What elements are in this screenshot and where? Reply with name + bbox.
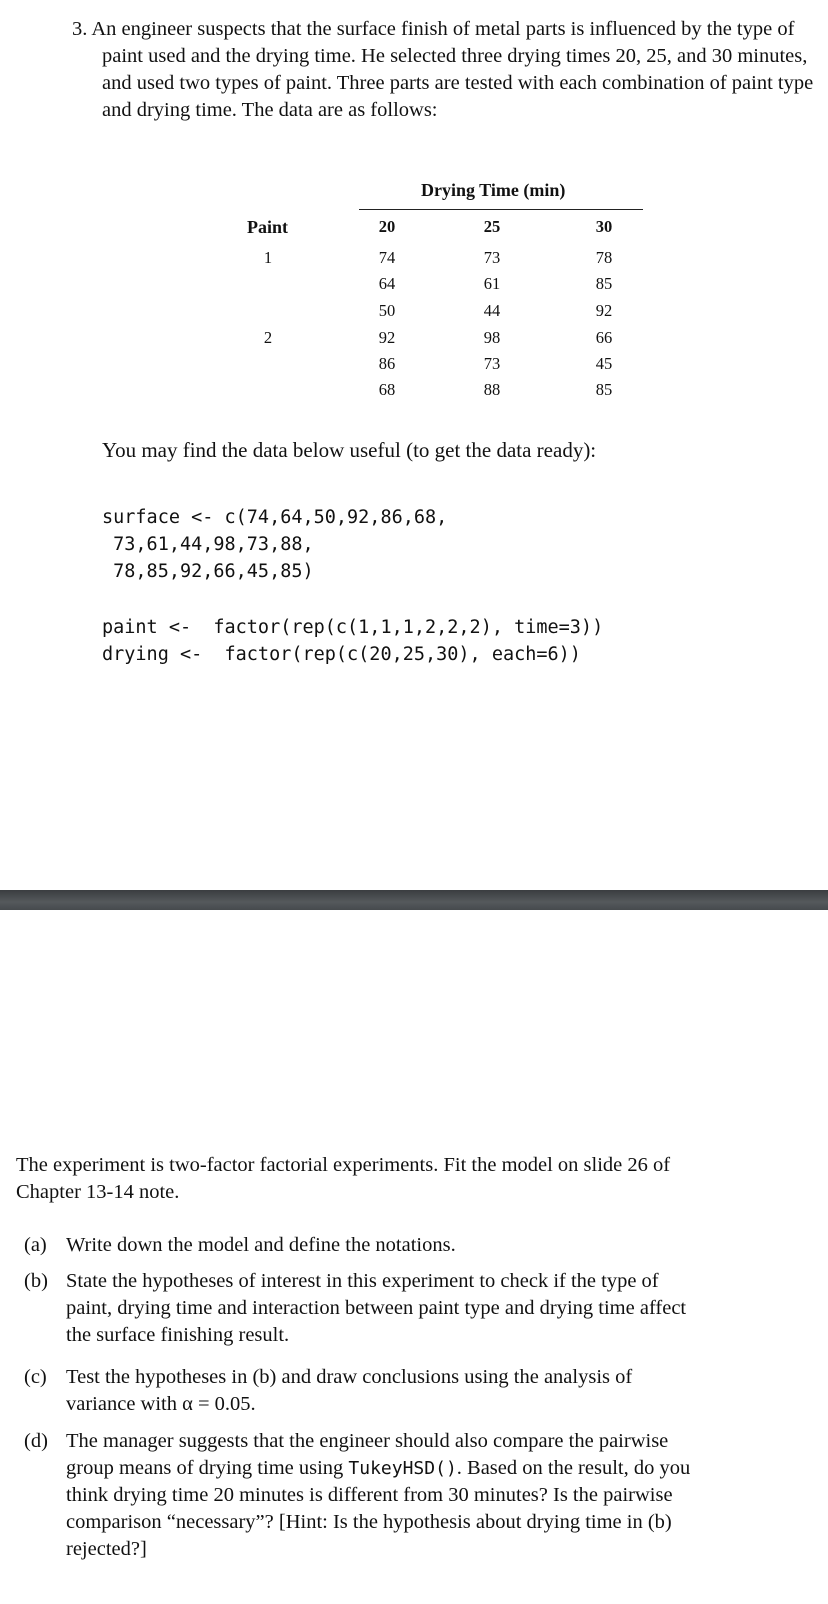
table-cell: 50 [378, 301, 396, 320]
table-cell: 92 [595, 301, 613, 320]
table-cell: 68 [378, 380, 396, 399]
question-text: Test the hypotheses in (b) and draw conclusions using the analysis of variance with α = 0.05. [66, 1366, 633, 1415]
table-cell: 78 [595, 248, 613, 267]
table-cell: 73 [483, 354, 501, 373]
table-header-rule [359, 209, 643, 210]
question-c [24, 1364, 704, 1418]
question-text-part: The manager suggests that the engineer should also compare the pairwise group means of drying time using [66, 1430, 669, 1479]
surface-code-line: 73,61,44,98,73,88, [102, 534, 314, 555]
table-cell: 44 [483, 301, 501, 320]
question-label: (a) [24, 1234, 47, 1256]
question-d [24, 1428, 704, 1563]
page-divider [0, 890, 828, 910]
question-label: (d) [24, 1430, 48, 1452]
problem-statement: 3. An engineer suspects that the surface finish of metal parts is influenced by the type of paint used and the drying time. He selected three drying times 20, 25, and 30 minutes, and used two types of paint. Three parts are tested with each combination of paint type and drying time. The data are as follows: [72, 18, 814, 121]
question-text-part: . Based on the result, do you think drying time 20 minutes is different from 30 minutes? Is the pairwise comparison “necessary”? [Hint: Is the hypothesis about drying time in (b) rejected?] [66, 1457, 691, 1560]
paint-header: Paint [247, 217, 289, 237]
table-cell: 92 [378, 328, 396, 347]
tukey-code: TukeyHSD() [348, 1458, 457, 1479]
table-cell: 98 [483, 328, 501, 347]
table-cell: 66 [595, 328, 613, 347]
question-text: State the hypotheses of interest in this experiment to check if the type of paint, drying time and interaction between paint type and drying time affect the surface finishing result. [66, 1270, 687, 1346]
table-cell: 61 [483, 274, 501, 293]
col-header-20: 20 [378, 217, 396, 236]
paint-label-1: 1 [263, 248, 273, 267]
table-cell: 86 [378, 354, 396, 373]
part2-intro: The experiment is two-factor factorial experiments. Fit the model on slide 26 of Chapter 13-14 note. [16, 1154, 671, 1203]
table-cell: 64 [378, 274, 396, 293]
drying-code-line: drying <- factor(rep(c(20,25,30), each=6)) [102, 644, 581, 665]
drying-time-header: Drying Time (min) [421, 180, 566, 200]
table-cell: 85 [595, 380, 613, 399]
paint-code-line: paint <- factor(rep(c(1,1,1,2,2,2), time=3)) [102, 617, 604, 638]
table-cell: 74 [378, 248, 396, 267]
table-cell: 45 [595, 354, 613, 373]
question-text: Write down the model and define the notations. [66, 1234, 456, 1256]
col-header-30: 30 [595, 217, 613, 236]
question-text [66, 1428, 704, 1563]
table-cell: 85 [595, 274, 613, 293]
table-cell: 88 [483, 380, 501, 399]
col-header-25: 25 [483, 217, 501, 236]
surface-code-line: 78,85,92,66,45,85) [102, 561, 314, 582]
question-b [24, 1268, 704, 1349]
question-label: (c) [24, 1366, 47, 1388]
surface-code-line: surface <- c(74,64,50,92,86,68, [102, 507, 448, 528]
table-cell: 73 [483, 248, 501, 267]
data-intro-text: You may find the data below useful (to get the data ready): [102, 438, 597, 462]
question-label: (b) [24, 1270, 48, 1292]
paint-label-2: 2 [263, 328, 273, 347]
question-a [24, 1232, 704, 1259]
